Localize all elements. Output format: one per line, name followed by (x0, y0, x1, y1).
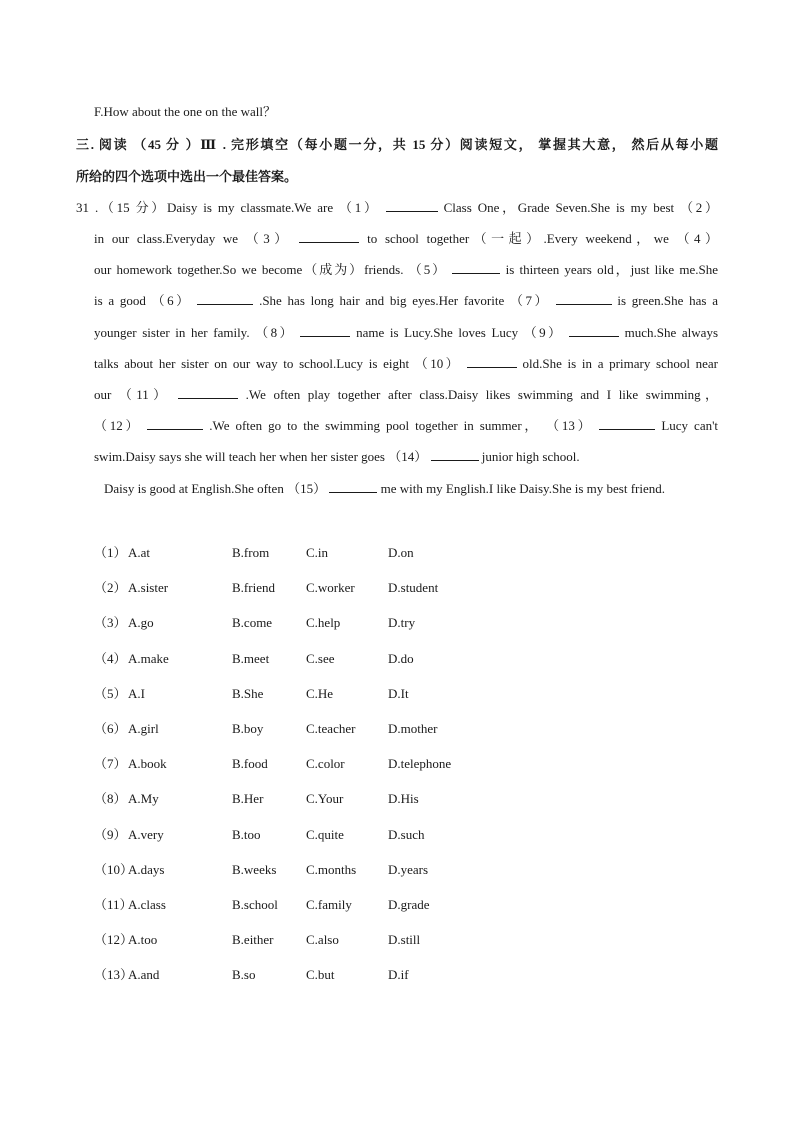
option-c: C.teacher (306, 721, 356, 736)
option-b: B.friend (232, 580, 275, 595)
blank-10 (467, 355, 517, 368)
blank-11 (178, 386, 238, 399)
passage-line (94, 292, 718, 310)
question-number: （12） (94, 932, 134, 947)
option-c: C.He (306, 686, 334, 701)
option-d: D.years (388, 862, 429, 877)
option-d: D.grade (388, 897, 430, 912)
passage-text: old.She is in a primary school near (522, 356, 719, 371)
question-number: （7） (94, 756, 127, 771)
passage-text: 31 .（15 分）Daisy is my classmate.We are （1） (76, 200, 380, 215)
passage-text: .We often go to the swimming pool together in summer， （13） (209, 418, 594, 433)
passage-line (76, 199, 718, 217)
option-b: B.meet (232, 651, 270, 666)
option-c: C.family (306, 897, 352, 912)
question-number: （10） (94, 862, 134, 877)
option-a: A.days (128, 862, 165, 877)
passage-text: .She has long hair and big eyes.Her favorite （7） (259, 293, 550, 308)
passage-text: much.She always (624, 325, 719, 340)
option-a: A.too (128, 932, 158, 947)
option-row (94, 614, 494, 632)
option-d: D.His (388, 791, 419, 806)
option-c: C.see (306, 651, 335, 666)
option-row (94, 790, 494, 808)
option-d: D.It (388, 686, 409, 701)
passage-text: to school together（一起）.Every weekend，we （4） (367, 231, 718, 246)
question-number: （13） (94, 967, 134, 982)
blank-3 (299, 230, 359, 243)
option-d: D.on (388, 545, 414, 560)
question-number: （3） (94, 615, 127, 630)
option-d: D.such (388, 827, 425, 842)
question-number: （9） (94, 827, 127, 842)
option-d: D.if (388, 967, 409, 982)
option-row (94, 966, 494, 984)
option-c: C.also (306, 932, 339, 947)
option-d: D.telephone (388, 756, 452, 771)
question-number: （11） (94, 897, 133, 912)
option-d: D.try (388, 615, 416, 630)
passage-text: .We often play together after class.Daisy likes swimming and I like swimming， (245, 387, 719, 402)
option-row (94, 650, 494, 668)
blank-1 (386, 199, 438, 212)
passage-text: talks about her sister on our way to school.Lucy is eight （10） (94, 356, 462, 371)
option-c: C.Your (306, 791, 344, 806)
passage-text: our homework together.So we become（成为）friends. （5） (94, 262, 448, 277)
passage-line (94, 324, 718, 342)
passage-text: junior high school. (481, 449, 580, 464)
option-a: A.book (128, 756, 167, 771)
passage-text: （12） (94, 418, 142, 433)
option-c: C.color (306, 756, 345, 771)
option-a: A.very (128, 827, 164, 842)
section-heading: 三. 阅读 （45 分 ）Ⅲ . 完形填空（每小题一分，共 15 分）阅读短文， 掌握其大意， 然后从每小题 (76, 137, 718, 152)
passage-line (104, 480, 665, 498)
blank-14 (431, 448, 479, 461)
blank-7 (556, 292, 612, 305)
option-row (94, 685, 494, 703)
passage-text: is green.She has a (617, 293, 718, 308)
question-number: （8） (94, 791, 127, 806)
option-row (94, 720, 494, 738)
option-row (94, 755, 494, 773)
option-b: B.She (232, 686, 264, 701)
blank-15 (329, 480, 377, 493)
option-row (94, 826, 494, 844)
blank-6 (197, 292, 253, 305)
passage-text: our （11） (94, 387, 171, 402)
question-number: （5） (94, 686, 127, 701)
option-b: B.come (232, 615, 273, 630)
option-b: B.school (232, 897, 278, 912)
passage-line (94, 417, 718, 435)
option-a: A.and (128, 967, 160, 982)
option-a: A.at (128, 545, 151, 560)
option-a: A.girl (128, 721, 159, 736)
passage-text: me with my English.I like Daisy.She is my best friend. (380, 481, 665, 496)
blank-5 (452, 261, 500, 274)
question-number: （6） (94, 721, 127, 736)
prev-option-f: F.How about the one on the wall？ (94, 104, 277, 119)
option-d: D.student (388, 580, 439, 595)
option-c: C.in (306, 545, 329, 560)
option-a: A.My (128, 791, 159, 806)
blank-9 (569, 324, 619, 337)
option-a: A.class (128, 897, 166, 912)
option-b: B.boy (232, 721, 264, 736)
blank-8 (300, 324, 350, 337)
passage-line (94, 448, 580, 466)
passage-text: is thirteen years old，just like me.She (505, 262, 719, 277)
option-row (94, 544, 494, 562)
option-d: D.mother (388, 721, 438, 736)
passage-text: younger sister in her family. （8） (94, 325, 295, 340)
blank-13 (599, 417, 655, 430)
option-a: A.make (128, 651, 169, 666)
passage-line (94, 261, 718, 279)
option-row (94, 931, 494, 949)
passage-text: Class One，Grade Seven.She is my best （2） (443, 200, 719, 215)
option-c: C.but (306, 967, 335, 982)
option-c: C.quite (306, 827, 344, 842)
option-a: A.sister (128, 580, 169, 595)
option-b: B.weeks (232, 862, 277, 877)
option-b: B.so (232, 967, 256, 982)
option-c: C.worker (306, 580, 355, 595)
passage-text: Lucy can't (661, 418, 719, 433)
question-number: （2） (94, 580, 127, 595)
option-b: B.Her (232, 791, 264, 806)
passage-line (94, 386, 718, 404)
passage-line (94, 355, 718, 373)
blank-12 (147, 417, 203, 430)
question-number: （1） (94, 545, 127, 560)
passage-line (94, 230, 718, 248)
option-row (94, 861, 494, 879)
option-b: B.food (232, 756, 268, 771)
option-a: A.go (128, 615, 154, 630)
option-d: D.do (388, 651, 414, 666)
passage-text: swim.Daisy says she will teach her when her sister goes （14） (94, 449, 428, 464)
option-row (94, 579, 494, 597)
option-b: B.from (232, 545, 270, 560)
passage-text: in our class.Everyday we （3） (94, 231, 292, 246)
option-b: B.either (232, 932, 274, 947)
option-a: A.I (128, 686, 145, 701)
option-c: C.help (306, 615, 341, 630)
section-heading-cont: 所给的四个选项中选出一个最佳答案。 (76, 169, 298, 184)
option-row (94, 896, 494, 914)
passage-text: is a good （6） (94, 293, 192, 308)
question-number: （4） (94, 651, 127, 666)
option-b: B.too (232, 827, 261, 842)
option-c: C.months (306, 862, 357, 877)
option-d: D.still (388, 932, 421, 947)
passage-text: Daisy is good at English.She often （15） (104, 481, 327, 496)
passage-text: name is Lucy.She loves Lucy （9） (356, 325, 564, 340)
